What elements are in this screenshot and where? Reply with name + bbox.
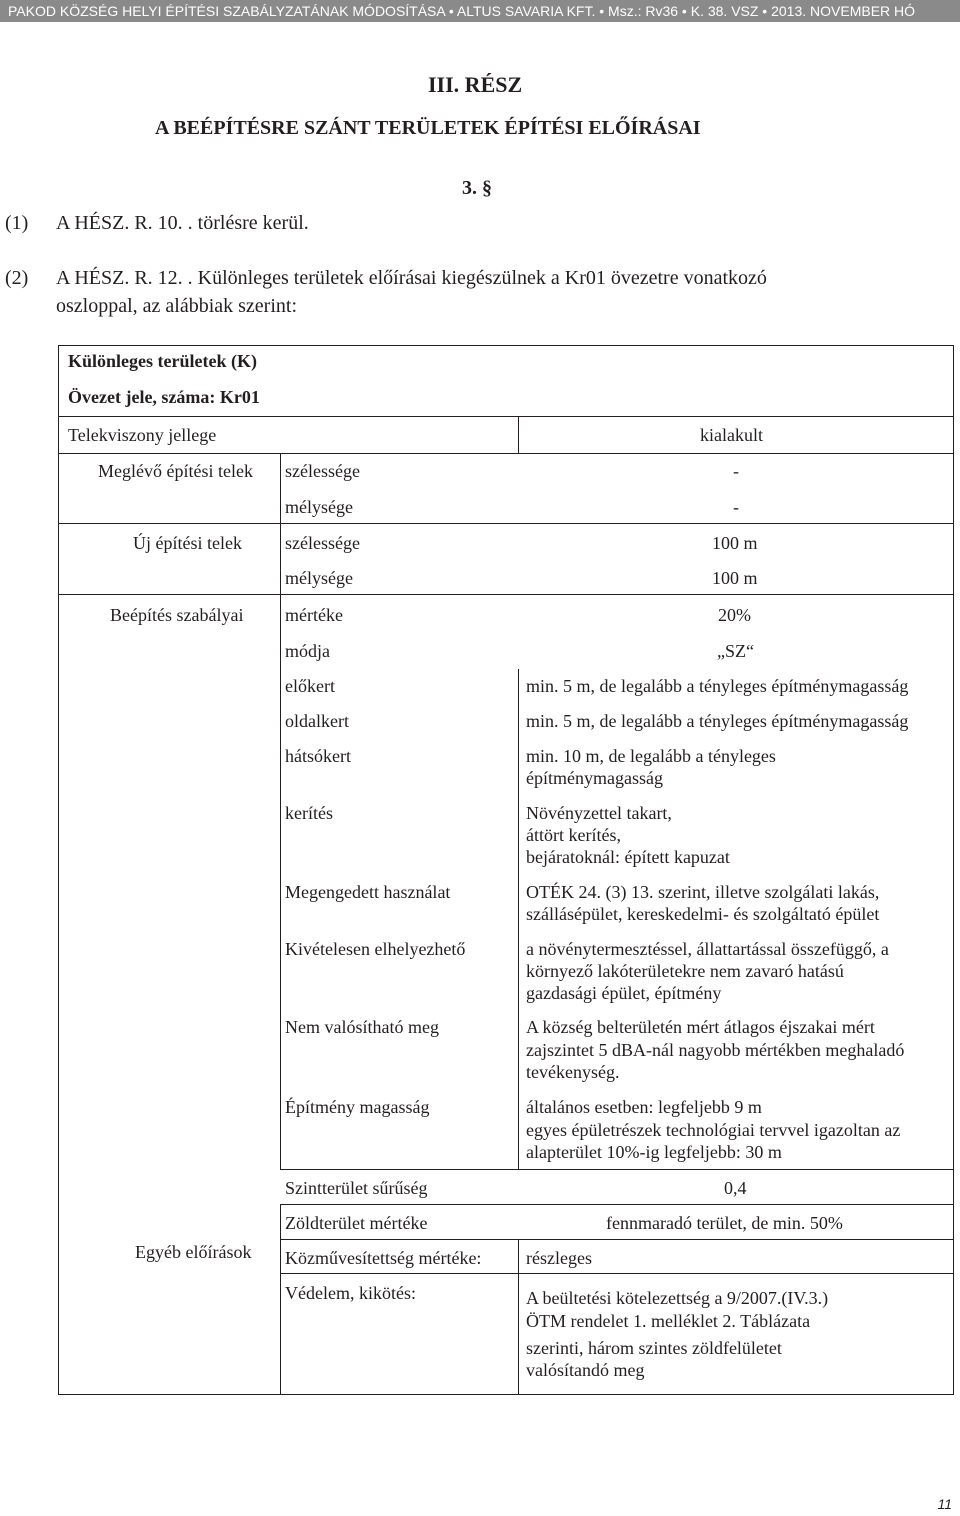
uj-szelesseg-value: 100 m xyxy=(712,533,758,553)
epitmeny-label: Építmény magasság xyxy=(285,1097,430,1117)
table-title: Különleges területek (K) xyxy=(68,351,257,371)
telek-jellege-value: kialakult xyxy=(700,425,763,445)
vedelem-value-3: szerinti, három szintes zöldfelületet xyxy=(526,1338,782,1358)
nem-value-1: A község belterületén mért átlagos éjszakai mért xyxy=(526,1017,875,1037)
vedelem-value-1: A beültetési kötelezettség a 9/2007.(IV.3.) xyxy=(526,1288,829,1308)
hatsokert-value-2: építménymagasság xyxy=(526,768,663,788)
row-divider xyxy=(280,1273,954,1274)
merteke-value: 20% xyxy=(718,605,751,625)
column-divider xyxy=(518,416,519,453)
hatsokert-value-1: min. 10 m, de legalább a tényleges xyxy=(526,746,776,766)
beepites-label: Beépítés szabályai xyxy=(110,605,244,625)
nem-label: Nem valósítható meg xyxy=(285,1017,439,1037)
kerites-value-1: Növényzettel takart, xyxy=(526,803,672,823)
vedelem-label: Védelem, kikötés: xyxy=(285,1283,416,1303)
paragraph-2-number: (2) xyxy=(5,267,29,289)
section-number: 3. § xyxy=(462,177,492,199)
modja-label: módja xyxy=(285,641,330,661)
row-divider xyxy=(280,1169,954,1170)
column-divider xyxy=(280,453,281,1169)
kerites-value-3: bejáratoknál: épített kapuzat xyxy=(526,847,730,867)
kiveteles-label: Kivételesen elhelyezhető xyxy=(285,939,466,959)
running-header: PAKOD KÖZSÉG HELYI ÉPÍTÉSI SZABÁLYZATÁNAK MÓDOSÍTÁSA • ALTUS SAVARIA KFT. • Msz.: Rv36 • K. 38. VSZ • 2013. NOVEMBER HÓ xyxy=(0,0,960,22)
epitmeny-value-3: alapterület 10%-ig legfeljebb: 30 m xyxy=(526,1142,782,1162)
section-sign: § xyxy=(482,177,492,199)
paragraph-1-text: A HÉSZ. R. 10. . törlésre kerül. xyxy=(56,212,309,234)
elokert-value: min. 5 m, de legalább a tényleges építménymagasság xyxy=(526,676,909,696)
paragraph-2-line-1: A HÉSZ. R. 12. . Különleges területek előírásai kiegészülnek a Kr01 övezetre vonatkozó xyxy=(56,267,767,289)
row-divider xyxy=(58,453,954,454)
zoldterulet-label: Zöldterület mértéke xyxy=(285,1213,428,1233)
row-divider xyxy=(58,523,954,524)
uj-melyseg-value: 100 m xyxy=(712,568,758,588)
uj-szelesseg-label: szélessége xyxy=(285,533,360,553)
megengedett-value-1: OTÉK 24. (3) 13. szerint, illetve szolgálati lakás, xyxy=(526,882,880,902)
kozmu-value: részleges xyxy=(526,1248,592,1268)
meglevo-melyseg-label: mélysége xyxy=(285,497,353,517)
meglevo-melyseg-value: - xyxy=(733,497,739,517)
row-divider xyxy=(58,416,954,417)
kiveteles-value-3: gazdasági épület, építmény xyxy=(526,983,722,1003)
kerites-label: kerítés xyxy=(285,803,333,823)
meglevo-szelesseg-label: szélessége xyxy=(285,461,360,481)
column-divider xyxy=(518,669,519,1169)
part-title: A BEÉPÍTÉSRE SZÁNT TERÜLETEK ÉPÍTÉSI ELŐÍRÁSAI xyxy=(155,117,701,139)
hatsokert-label: hátsókert xyxy=(285,746,351,766)
vedelem-value-4: valósítandó meg xyxy=(526,1360,645,1380)
megengedett-value-2: szállásépület, kereskedelmi- és szolgáltató épület xyxy=(526,904,880,924)
modja-value: „SZ“ xyxy=(717,641,754,661)
column-divider xyxy=(280,1204,281,1395)
row-divider xyxy=(280,1204,954,1205)
oldalkert-value: min. 5 m, de legalább a tényleges építménymagasság xyxy=(526,711,909,731)
row-divider xyxy=(280,1239,954,1240)
regulation-table xyxy=(58,345,954,1395)
szintterulet-label: Szintterület sűrűség xyxy=(285,1178,428,1198)
merteke-label: mértéke xyxy=(285,605,343,625)
epitmeny-value-1: általános esetben: legfeljebb 9 m xyxy=(526,1097,762,1117)
page-number: 11 xyxy=(937,1496,952,1512)
meglevo-szelesseg-value: - xyxy=(733,461,739,481)
part-number: III. RÉSZ xyxy=(428,72,523,97)
paragraph-1-number: (1) xyxy=(5,212,29,234)
nem-value-3: tevékenység. xyxy=(526,1062,620,1082)
zone-label: Övezet jele, száma: Kr01 xyxy=(68,387,260,407)
epitmeny-value-2: egyes épületrészek technológiai tervvel igazoltan az xyxy=(526,1120,901,1140)
zoldterulet-value: fennmaradó terület, de min. 50% xyxy=(606,1213,843,1233)
nem-value-2: zajszintet 5 dBA-nál nagyobb mértékben meghaladó xyxy=(526,1040,905,1060)
row-divider xyxy=(58,594,954,595)
kozmu-label: Közművesítettség mértéke: xyxy=(285,1248,482,1268)
column-divider xyxy=(518,1239,519,1395)
kiveteles-value-2: környező lakóterületekre nem zavaró hatású xyxy=(526,961,844,981)
elokert-label: előkert xyxy=(285,676,335,696)
uj-telek-label: Új építési telek xyxy=(133,533,242,553)
kerites-value-2: áttört kerítés, xyxy=(526,825,621,845)
szintterulet-value: 0,4 xyxy=(724,1178,747,1198)
paragraph-2-line-2: oszloppal, az alábbiak szerint: xyxy=(56,295,298,317)
kiveteles-value-1: a növénytermesztéssel, állattartással összefüggő, a xyxy=(526,939,889,959)
egyeb-label: Egyéb előírások xyxy=(135,1242,252,1262)
oldalkert-label: oldalkert xyxy=(285,711,349,731)
telek-jellege-label: Telekviszony jellege xyxy=(68,425,217,445)
megengedett-label: Megengedett használat xyxy=(285,882,451,902)
vedelem-value-2: ÖTM rendelet 1. melléklet 2. Táblázata xyxy=(526,1311,811,1331)
uj-melyseg-label: mélysége xyxy=(285,568,353,588)
meglevo-telek-label: Meglévő építési telek xyxy=(98,461,253,481)
